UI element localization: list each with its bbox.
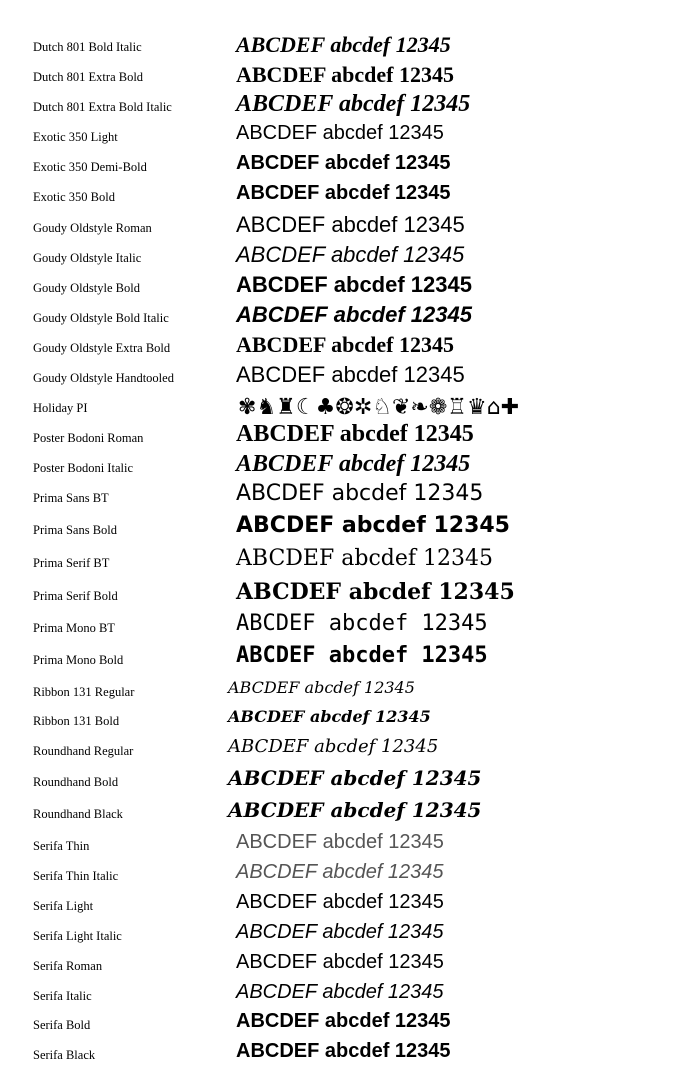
font-name: Goudy Oldstyle Handtooled [33, 371, 174, 385]
gift-icon: ⌂ [486, 395, 501, 420]
font-sample: ABCDEF abcdef 12345 [236, 242, 465, 267]
font-sample: ABCDEF abcdef 12345 [236, 182, 451, 204]
bat-icon: ❦ [391, 395, 411, 420]
candle-icon: ♜ [276, 395, 296, 420]
pumpkin-icon: ❂ [335, 395, 354, 420]
font-name: Goudy Oldstyle Bold [33, 281, 140, 295]
font-name: Serifa Black [33, 1048, 96, 1062]
reindeer-icon: ♘ [372, 395, 392, 420]
wreath-icon: ❁ [428, 395, 448, 420]
font-sample: ABCDEF abcdef 12345 [236, 643, 488, 668]
font-name: Exotic 350 Bold [33, 190, 115, 204]
font-sample: ABCDEF abcdef 12345 [228, 678, 415, 697]
font-sample: ABCDEF abcdef 12345 [236, 951, 444, 973]
font-sample: ABCDEF abcdef 12345 [236, 579, 515, 605]
font-name: Prima Mono Bold [33, 653, 124, 667]
font-sample: ABCDEF abcdef 12345 [236, 152, 451, 174]
font-name: Holiday PI [33, 401, 88, 415]
font-name: Roundhand Regular [33, 744, 134, 758]
font-sample: ABCDEF abcdef 12345 [236, 481, 484, 506]
font-sample: ABCDEF abcdef 12345 [236, 891, 444, 913]
font-sample: ABCDEF abcdef 12345 [236, 1040, 451, 1062]
font-name: Ribbon 131 Bold [33, 714, 120, 728]
font-sample: ABCDEF abcdef 12345 [236, 302, 472, 327]
goblin-icon: ♣ [315, 395, 336, 420]
font-sample: ABCDEF abcdef 12345 [228, 707, 431, 726]
font-name: Dutch 801 Extra Bold Italic [33, 100, 172, 114]
font-sample: ABCDEF abcdef 12345 [236, 212, 465, 237]
font-name: Ribbon 131 Regular [33, 685, 135, 699]
font-sample: ABCDEF abcdef 12345 [228, 798, 482, 822]
font-name: Goudy Oldstyle Bold Italic [33, 311, 169, 325]
font-name: Prima Sans BT [33, 491, 109, 505]
font-name: Serifa Italic [33, 989, 92, 1003]
angel-icon: ✾ [238, 395, 257, 420]
font-sample: ABCDEF abcdef 12345 [236, 32, 451, 57]
font-sample: ABCDEF abcdef 12345 [236, 921, 444, 943]
font-sample: ABCDEF abcdef 12345 [236, 272, 472, 297]
font-sample: ABCDEF abcdef 12345 [236, 981, 444, 1003]
font-name: Exotic 350 Light [33, 130, 118, 144]
leaf-icon: ❧ [410, 395, 429, 420]
font-sample: ABCDEF abcdef 12345 [236, 861, 444, 883]
font-name: Poster Bodoni Roman [33, 431, 144, 445]
font-sample: ABCDEF abcdef 12345 [236, 451, 471, 477]
font-name: Prima Sans Bold [33, 523, 118, 537]
font-sample: ABCDEF abcdef 12345 [236, 62, 454, 87]
font-sample: ABCDEF abcdef 12345 [236, 513, 510, 538]
font-name: Roundhand Bold [33, 775, 119, 789]
font-name: Goudy Oldstyle Extra Bold [33, 341, 171, 355]
font-sample: ABCDEF abcdef 12345 [236, 1010, 451, 1032]
font-sample: ABCDEF abcdef 12345 [236, 332, 454, 357]
cake-icon: ♛ [467, 395, 487, 420]
holiday-dingbat-sample [238, 397, 519, 419]
moon-icon: ☾ [295, 395, 316, 420]
font-name: Serifa Light [33, 899, 94, 913]
tree-icon: ✲ [353, 395, 373, 420]
font-name: Prima Mono BT [33, 621, 115, 635]
font-name: Poster Bodoni Italic [33, 461, 133, 475]
sleigh-icon: ♖ [447, 395, 468, 420]
font-name: Prima Serif Bold [33, 589, 118, 603]
font-sample: ABCDEF abcdef 12345 [228, 736, 439, 757]
cross-icon: ✚ [500, 395, 520, 420]
cat-icon: ♞ [256, 395, 277, 420]
font-name: Serifa Bold [33, 1018, 91, 1032]
font-name: Dutch 801 Extra Bold [33, 70, 144, 84]
font-sample: ABCDEF abcdef 12345 [236, 831, 444, 853]
font-name: Prima Serif BT [33, 556, 110, 570]
font-sample: ABCDEF abcdef 12345 [236, 91, 471, 117]
font-name: Exotic 350 Demi-Bold [33, 160, 147, 174]
font-sample: ABCDEF abcdef 12345 [236, 421, 474, 447]
font-sample: ABCDEF abcdef 12345 [236, 611, 488, 636]
font-name: Goudy Oldstyle Italic [33, 251, 142, 265]
font-sample: ABCDEF abcdef 12345 [228, 766, 482, 790]
font-sample: ABCDEF abcdef 12345 [236, 362, 465, 387]
font-name: Serifa Thin [33, 839, 90, 853]
font-name: Dutch 801 Bold Italic [33, 40, 142, 54]
font-name: Goudy Oldstyle Roman [33, 221, 152, 235]
font-name: Serifa Roman [33, 959, 103, 973]
font-sample: ABCDEF abcdef 12345 [236, 546, 493, 571]
font-name: Serifa Light Italic [33, 929, 122, 943]
font-name: Roundhand Black [33, 807, 123, 821]
font-sample: ABCDEF abcdef 12345 [236, 122, 444, 144]
font-name: Serifa Thin Italic [33, 869, 119, 883]
